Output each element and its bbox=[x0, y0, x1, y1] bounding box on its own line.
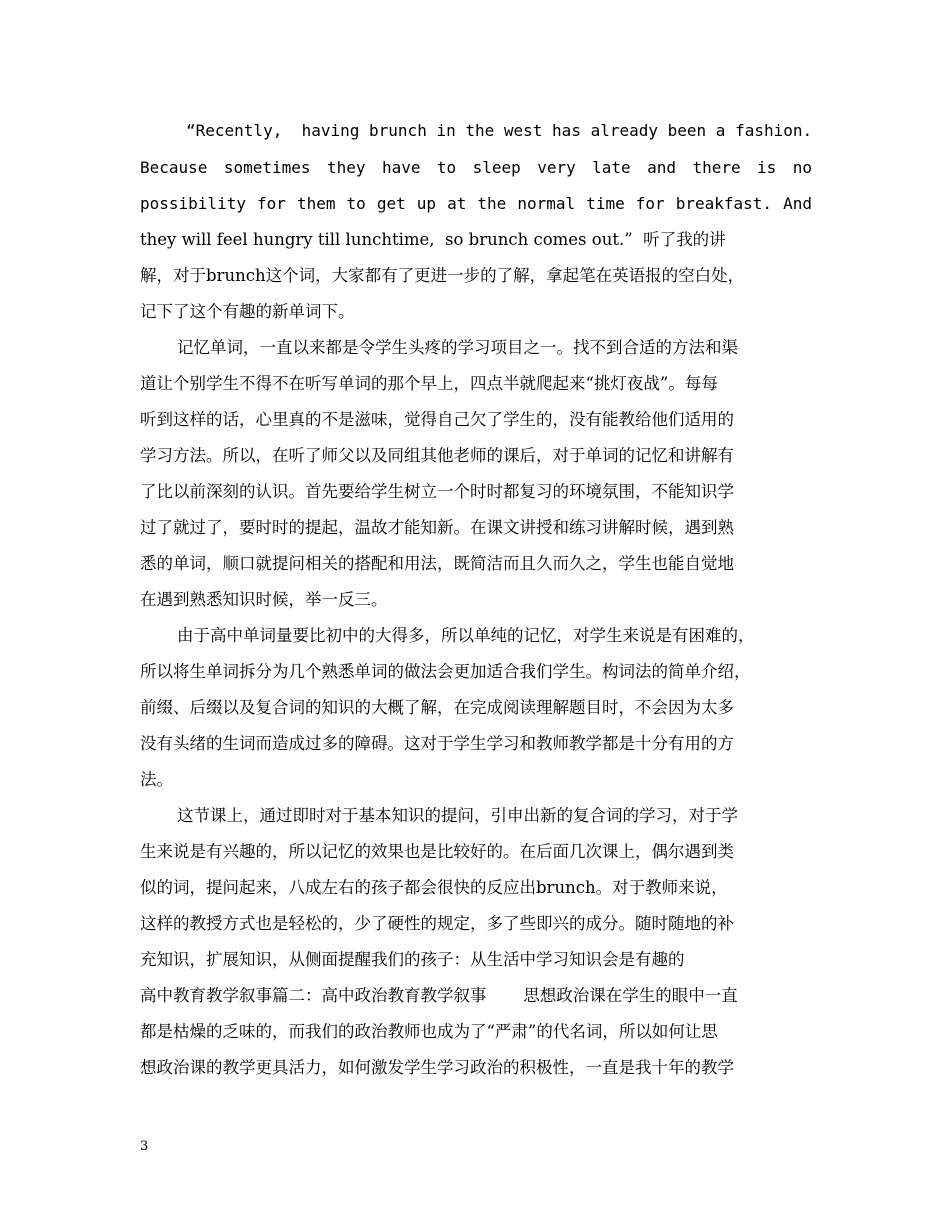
text-line: 生来说是有兴趣的，所以记忆的效果也是比较好的。在后面几次课上，偶尔遇到类 bbox=[140, 842, 734, 861]
text-line: 悉的单词，顺口就提问相关的搭配和用法，既简洁而且久而久之，学生也能自觉地 bbox=[140, 554, 734, 573]
text-line: 法。 bbox=[140, 770, 173, 789]
text-line: 听到这样的话，心里真的不是滋味，觉得自己欠了学生的，没有能教给他们适用的 bbox=[140, 410, 734, 429]
text-line: possibility for them to get up at the normal time for breakfast. And bbox=[140, 194, 812, 213]
text-line: 学习方法。所以，在听了师父以及同组其他老师的课后，对于单词的记忆和讲解有 bbox=[140, 446, 734, 465]
text-line: 没有头绪的生词而造成过多的障碍。这对于学生学习和教师教学都是十分有用的方 bbox=[140, 734, 734, 753]
text-line: 道让个别学生不得不在听写单词的那个早上，四点半就爬起来“挑灯夜战”。每每 bbox=[140, 374, 718, 393]
text-line: 在遇到熟悉知识时候，举一反三。 bbox=[140, 590, 388, 609]
page-number: 3 bbox=[140, 1139, 149, 1154]
text-line: 记忆单词，一直以来都是令学生头疼的学习项目之一。找不到合适的方法和渠 bbox=[177, 338, 738, 357]
text-line: 解，对于brunch这个词，大家都有了更进一步的了解，拿起笔在英语报的空白处， bbox=[140, 266, 745, 285]
text-line: 都是枯燥的乏味的，而我们的政治教师也成为了“严肃”的代名词，所以如何让思 bbox=[140, 1022, 718, 1041]
text-line: 记下了这个有趣的新单词下。 bbox=[140, 302, 355, 321]
text-line: 充知识，扩展知识，从侧面提醒我们的孩子：从生活中学习知识会是有趣的 bbox=[140, 950, 685, 969]
text-line: 了比以前深刻的认识。首先要给学生树立一个时时都复习的环境氛围，不能知识学 bbox=[140, 482, 734, 501]
text-line: 高中教育教学叙事篇二：高中政治教育教学叙事 思想政治课在学生的眼中一直 bbox=[140, 986, 738, 1005]
text-line: 似的词，提问起来，八成左右的孩子都会很快的反应出brunch。对于教师来说， bbox=[140, 878, 728, 897]
text-line: 所以将生单词拆分为几个熟悉单词的做法会更加适合我们学生。构词法的简单介绍， bbox=[140, 662, 751, 681]
text-line: 由于高中单词量要比初中的大得多，所以单纯的记忆，对学生来说是有困难的， bbox=[177, 626, 755, 645]
text-line: 想政治课的教学更具活力，如何激发学生学习政治的积极性，一直是我十年的教学 bbox=[140, 1058, 734, 1077]
text-line: 过了就过了，要时时的提起，温故才能知新。在课文讲授和练习讲解时候，遇到熟 bbox=[140, 518, 734, 537]
text-line: Because sometimes they have to sleep very late and there is no bbox=[140, 158, 812, 177]
text-line: they will feel hungry till lunchtime, so brunch comes out.” 听了我的讲 bbox=[140, 230, 726, 249]
text-line: 这节课上，通过即时对于基本知识的提问，引申出新的复合词的学习，对于学 bbox=[177, 806, 738, 825]
text-line: “Recently, having brunch in the west has already been a fashion. bbox=[186, 121, 813, 140]
text-line: 这样的教授方式也是轻松的，少了硬性的规定，多了些即兴的成分。随时随地的补 bbox=[140, 914, 734, 933]
text-line: 前缀、后缀以及复合词的知识的大概了解，在完成阅读理解题目时，不会因为太多 bbox=[140, 698, 734, 717]
